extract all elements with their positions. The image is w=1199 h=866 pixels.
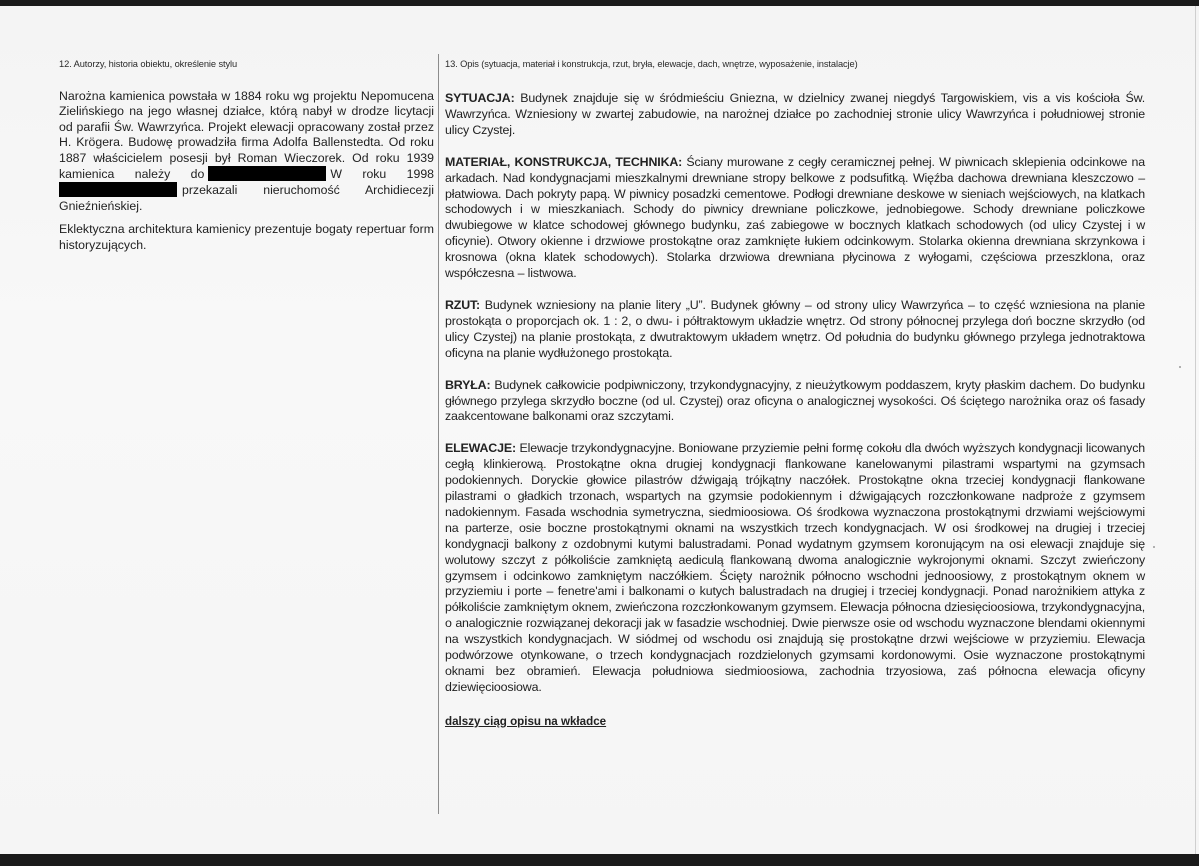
page-edge [1195, 6, 1196, 854]
history-text-part2: W roku 1998 [330, 167, 435, 182]
paragraph-text: Budynek całkowicie podpiwniczony, trzykondygnacyjny, z nieużytkowym poddaszem, kryty płaskim dachem. Do budynku głównego przylega skrzydło boczne (od ul. Czystej) oraz oficyna o analogicznej wysokości. Oś ściętego narożnika oraz oś fasady zaakcentowane balkonami oraz szczytami. [445, 377, 1145, 424]
redaction-box [208, 166, 326, 181]
paragraph-label: RZUT: [445, 297, 481, 312]
scanned-document-page [0, 6, 1199, 854]
paragraph-text: Budynek znajduje się w śródmieściu Gniezna, w dzielnicy zwanej niegdyś Targowiskiem, vis a vis kościoła Św. Wawrzyńca. Wzniesiony w zwartej zabudowie, na narożnej działce po zachodniej stronie ulicy Wawrzyńca i południowej stronie ulicy Czystej. [445, 91, 1145, 137]
section-12-authors-history [59, 58, 434, 261]
paragraph-text: Ściany murowane z cegły ceramicznej pełnej. W piwnicach sklepienia odcinkowe na arkadach. Nad kondygnacjami mieszkalnymi drewniane stropy belkowe z podsufitką. Więźba dachowa drewniana kleszczowo – płatwiowa. Dach pokryty papą. W piwnicy posadzki cementowe. Podłogi drewniane deskowe w sieniach wejściowych, na klatkach schodowych i w mieszkaniach. Schody do piwnicy drewniane policzkowe, jednobiegowe. Schody drewniane policzkowe dwubiegowe w klatce schodowej głównego budynku, zaś zabiegowe w bocznych klatkach schodowych (od ulicy Czystej i w oficynie). Otwory okienne i drzwiowe prostokątne oraz zamknięte łukiem odcinkowym. Stolarka okienna drewniana skrzynkowa i krosnowa (okna klatek schodowych). Stolarka drzwiowa drewniana płycinowa z wyłogami, częściowa przeszklona, oraz współczesna – listwowa. [445, 154, 1146, 281]
paragraph-text: Budynek wzniesiony na planie litery „U”. Budynek główny – od strony ulicy Wawrzyńca – to część wzniesiona na planie prostokąta o proporcjach ok. 1 : 2, o dwu- i półtraktowym układzie wnętrz. Od strony północnej przylega doń boczne skrzydło (od ulicy Czystej) na planie prostokąta, z dwutraktowym układem wnętrz. Od południa do budynku głównego przylega jednotraktowa oficyna na planie wydłużonego prostokąta. [445, 297, 1145, 360]
paragraph-label: MATERIAŁ, KONSTRUKCJA, TECHNIKA: [445, 154, 683, 169]
paragraph-material-konstrukcja [445, 155, 1145, 282]
scan-speck [1153, 546, 1155, 548]
paragraph-bryla [445, 378, 1145, 426]
section-13-description [445, 58, 1145, 730]
paragraph-sytuacja [445, 91, 1145, 139]
section-12-heading: 12. Autorzy, historia obiektu, określenie stylu [59, 59, 238, 69]
paragraph-text: Elewacje trzykondygnacyjne. Boniowane przyziemie pełni formę cokołu dla dwóch wyższych kondygnacji licowanych cegłą klinkierową. Prostokątne okna drugiej kondygnacji flankowane kanelowanymi pilastrami wspartymi na gzymsach podokiennych. Doryckie głowice pilastrów dźwigają trójkątny naczółek. Prostokątne okna trzeciej kondygnacji flankowane pilastrami o gładkich trzonach, wspartych na gzymsie podokiennym i dźwigających rozczłonkowane nadproże z gzymsem nadokiennym. Fasada wschodnia symetryczna, siedmioosiowa. Oś środkowa wyznaczona prostokątnymi drzwiami wejściowymi na parterze, osie boczne prostokątnymi oknami na wszystkich trzech kondygnacjach. W osi środkowej na drugiej i trzeciej kondygnacji balkony z ozdobnymi kutymi balustradami. Ponad wydatnym gzymsem koronującym na osi elewacji znajduje się wolutowy szczyt z półkoliście zamkniętą aediculą flankowaną dwoma analogicznie wykrojonymi oknami. Szczyt zwieńczony gzymsem i odcinkowo zamkniętym naczółkiem. Ścięty narożnik północno wschodni jednoosiowy, z prostokątnym oknem w przyziemiu i porte – fenetre'ami i balkonami o kutych balustradach na drugiej i trzeciej kondygnacji. Ponad narożnikiem attyka z półkoliście zamkniętym oknem, zwieńczona rozczłonkowanym gzymsem. Elewacja północna dziesięcioosiowa, trzykondygnacyjna, o analogicznie rozwiązanej dekoracji jak w fasadzie wschodniej. Dwie pierwsze osie od wschodu wyznaczone blendami okiennymi na wszystkich kondygnacjach. W siódmej od wschodu osi znajdują się prostokątne drzwi wejściowe w przyziemiu. Elewacja podwórzowe otynkowane, o trzech kondygnacjach rozdzielonych gzymsami kordonowymi. Osie wyznaczone prostokątnymi oknami bez obramień. Elewacja południowa siedmioosiowa, zachodnia trzyosiowa, zaś północna elewacja oficyny dziewięcioosiowa. [445, 441, 1145, 694]
paragraph-rzut [445, 298, 1145, 362]
paragraph-elewacje [445, 441, 1145, 696]
paragraph-label: BRYŁA: [445, 377, 491, 392]
paragraph-label: SYTUACJA: [445, 91, 515, 105]
history-paragraph [59, 89, 434, 214]
scan-speck [1179, 366, 1181, 368]
section-13-heading: 13. Opis (sytuacja, materiał i konstrukcja, rzut, bryła, elewacje, dach, wnętrze, wyposażenie, instalacje) [445, 59, 858, 69]
column-divider [438, 54, 439, 814]
continuation-note: dalszy ciąg opisu na wkładce [445, 714, 607, 728]
paragraph-label: ELEWACJE: [445, 441, 516, 456]
style-paragraph: Eklektyczna architektura kamienicy prezentuje bogaty repertuar form historyzujących. [59, 222, 434, 252]
redaction-box [59, 182, 177, 197]
history-text-part1: Narożna kamienica powstała w 1884 roku wg projektu Nepomucena Zielińskiego na jego własnej działce, którą nabył w drodze licytacji od parafii Św. Wawrzyńca. Projekt elewacji opracowany został przez H. Krögera. Budowę prowadziła firma Adolfa Ballenstedta. Od roku 1887 właścicielem posesji był Roman Wieczorek. Od roku 1939 kamienica należy do [59, 89, 434, 182]
history-text-part3: przekazali nieruchomość Archidiecezji Gnieźnieńskiej. [59, 183, 434, 213]
